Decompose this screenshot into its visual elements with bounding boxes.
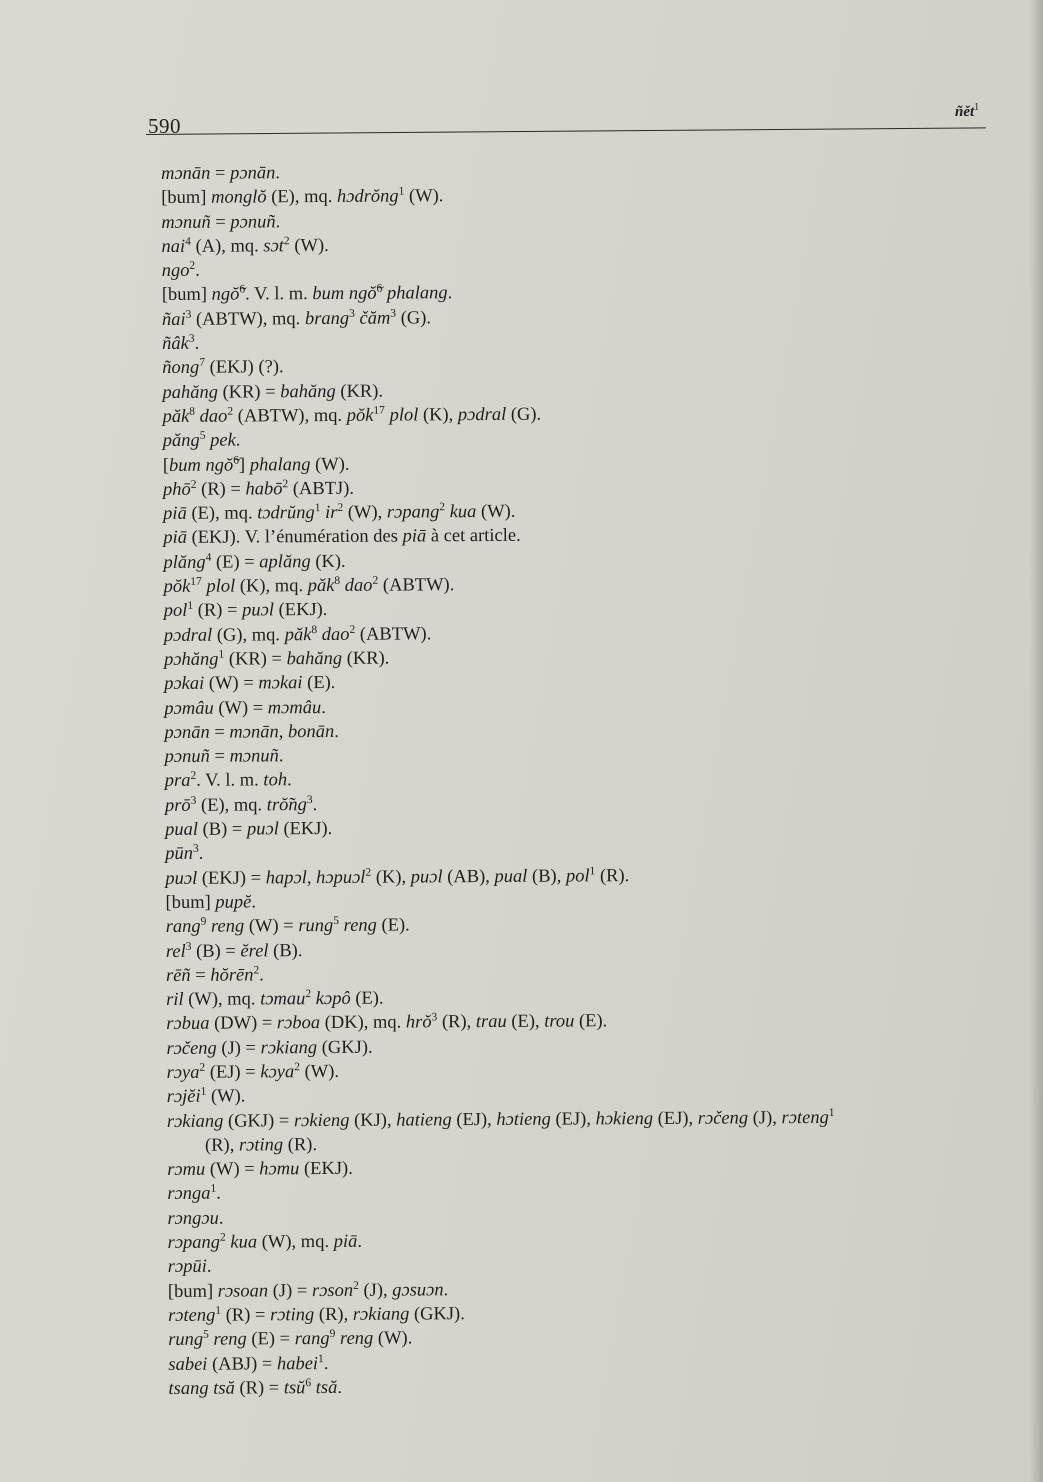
entry-text: = (190, 965, 211, 986)
headword-italic: mɔnān (229, 722, 279, 743)
homonym-superscript: 6 (233, 454, 240, 467)
entry-text: (B) = (191, 941, 241, 962)
headword-italic: rēñ (165, 965, 191, 986)
headword-italic: puɔl (165, 868, 198, 889)
running-head (955, 102, 979, 121)
headword-italic: plol (206, 576, 236, 597)
entry-text: (EKJ) = (197, 867, 266, 889)
headword-italic: phalang (249, 454, 311, 476)
headword-italic: pŏk (346, 405, 374, 426)
entry-text: (W), (343, 502, 387, 524)
headword-italic: mɔnuñ (229, 746, 279, 767)
entry-text: (W) = (205, 1159, 260, 1180)
entry-text: (KR). (335, 381, 384, 402)
header-rule (146, 127, 986, 135)
headword-italic: rɔboa (276, 1013, 321, 1034)
entry-text: [bum] (165, 892, 216, 913)
homonym-superscript: 2 (282, 478, 289, 491)
entry-text: (R) = (234, 1378, 284, 1399)
entry-text: (R) = (193, 600, 243, 622)
headword-italic: sɔt (263, 236, 284, 257)
entry-text: (E). (574, 1011, 608, 1032)
homonym-superscript: 2 (283, 235, 290, 248)
entry-text: . (235, 430, 241, 451)
entry-text: (W). (310, 454, 350, 475)
headword-italic: hrŏ (405, 1012, 432, 1033)
entry-text: (KJ), (349, 1110, 397, 1131)
headword-italic: tɔmau (260, 989, 306, 1010)
homonym-superscript: 2 (219, 1231, 226, 1244)
headword-italic: sabei (168, 1354, 208, 1375)
headword-italic: pek (210, 430, 236, 451)
headword-italic: rɔteng (781, 1107, 829, 1128)
headword-italic: pual (494, 866, 528, 887)
entry-text: . (206, 1257, 212, 1278)
entry-text: (K), (418, 405, 458, 426)
homonym-superscript: 5 (203, 1328, 209, 1342)
headword-italic: bahăng (280, 381, 336, 402)
homonym-superscript: 8 (334, 574, 341, 587)
headword-italic: trau (475, 1012, 507, 1033)
homonym-superscript: 17 (373, 404, 385, 417)
homonym-superscript: 3 (306, 793, 313, 806)
entry-text: (W). (289, 235, 329, 257)
homonym-superscript: 2 (253, 964, 260, 977)
headword-italic: pŏk (163, 576, 191, 598)
headword-italic: toh (263, 770, 288, 791)
entry-text: (DK), mq. (320, 1012, 406, 1034)
homonym-superscript: 2 (372, 574, 379, 587)
headword-italic: păng (162, 431, 200, 452)
entry-text: . V. l. m. (196, 770, 264, 792)
headword-italic: păk (307, 575, 335, 597)
entry-text: . (286, 770, 292, 791)
headword-italic: plol (389, 405, 419, 426)
headword-italic: dao (199, 406, 228, 427)
entry-text: (KR) = (224, 649, 287, 670)
homonym-superscript: 1 (187, 600, 194, 613)
entry-text: (E), mq. (266, 187, 338, 208)
homonym-superscript: 2 (305, 988, 312, 1001)
entry-text: (B), (527, 866, 566, 887)
headword-italic: rɔčeng (697, 1108, 749, 1129)
entry-text: . (357, 1231, 363, 1252)
entry-text: . (323, 1353, 329, 1374)
headword-italic: ril (166, 989, 184, 1011)
headword-italic: pɔdral (163, 625, 213, 646)
entry-text: (W). (299, 1061, 340, 1083)
homonym-superscript: 8 (189, 405, 196, 418)
headword-italic: ngŏ̃ (211, 285, 240, 306)
entry-text: (J), (748, 1107, 782, 1129)
headword-italic: ñong (162, 358, 200, 379)
headword-italic: gɔsuɔn (392, 1279, 444, 1301)
homonym-superscript: 5 (333, 915, 340, 928)
entry-text: (EKJ) (?). (204, 357, 284, 379)
entry-text: (B). (268, 940, 303, 961)
homonym-superscript: 2 (199, 1061, 206, 1074)
entry-text: . (312, 794, 318, 815)
headword-italic: phō (162, 479, 191, 500)
headword-italic: hɔmu (259, 1159, 300, 1180)
homonym-superscript: 9 (200, 915, 207, 928)
entry-text: (ABTW), mq. (191, 308, 305, 330)
entry-text: [bum] (161, 187, 212, 209)
homonym-superscript: 1 (218, 648, 225, 661)
headword-italic: rɔting (269, 1305, 315, 1326)
headword-italic: dao (321, 624, 350, 645)
homonym-superscript: 9 (329, 1328, 336, 1341)
entry-text: . (321, 697, 326, 718)
entry-text: (R), (314, 1304, 353, 1326)
homonym-superscript: 6 (239, 283, 246, 297)
headword-italic: reng (213, 1329, 247, 1350)
entry-text: (K), (371, 867, 411, 888)
entry-text: (E). (302, 673, 336, 694)
headword-italic: kɔpô (315, 988, 351, 1010)
headword-italic: rɔpang (167, 1232, 221, 1254)
headword-italic: pɔnān (230, 163, 276, 184)
headword-italic: rɔbua (166, 1014, 210, 1035)
headword-italic: rel (165, 941, 186, 962)
entry-text: (ABTJ). (288, 478, 355, 500)
entry-text: [bum] (167, 1281, 218, 1302)
entry-text: (W) = (213, 697, 268, 719)
headword-italic: phalang (386, 283, 448, 305)
entry-text: = (209, 746, 230, 767)
entry-text: (EJ), (451, 1109, 497, 1130)
entry-text: (E) = (246, 1329, 295, 1350)
homonym-superscript: 2 (227, 405, 234, 418)
headword-italic: rɔpūi (167, 1257, 207, 1278)
homonym-superscript: 2 (353, 1279, 359, 1292)
entry-text: . (194, 333, 200, 354)
headword-italic: reng (343, 915, 377, 937)
entry-text: = (210, 163, 231, 184)
entry-text: (EKJ). (278, 818, 333, 840)
homonym-superscript: 2 (349, 623, 356, 636)
headword-italic: puɔl (410, 866, 443, 888)
headword-italic: piā (402, 526, 427, 547)
headword-italic: monglŏ (211, 187, 267, 208)
headword-italic: pra (164, 771, 191, 792)
homonym-superscript: 1 (589, 864, 596, 878)
headword-italic: rɔngɔu (167, 1208, 219, 1229)
entry-text: (W). (404, 186, 444, 207)
homonym-superscript: 4 (205, 551, 212, 564)
headword-italic: nai (161, 236, 186, 257)
entry-text: [bum] (161, 285, 212, 306)
headword-italic: aplăng (259, 551, 311, 573)
entry-text: . (334, 721, 339, 742)
headword-italic: trŏ̃ng (266, 794, 307, 816)
entry-text: (GKJ). (317, 1037, 373, 1058)
headword-italic: pɔdral (457, 404, 507, 426)
homonym-superscript: 6 (376, 283, 383, 296)
entry-text: (E), mq. (196, 795, 267, 816)
entry-text: . (195, 260, 200, 281)
entry-text: (R), (204, 1135, 239, 1156)
headword-italic: hɔtieng (496, 1109, 551, 1130)
homonym-superscript: 1 (215, 1304, 222, 1317)
entry-text: (R) = (196, 479, 246, 500)
headword-italic: pol (565, 866, 590, 887)
entry-text: (GKJ). (409, 1304, 465, 1325)
headword-italic: păk (162, 406, 190, 427)
headword-italic: tsă (315, 1377, 338, 1398)
headword-italic: ñâk (162, 333, 189, 355)
entry-text: . (275, 163, 280, 184)
entry-text: (G), mq. (212, 624, 285, 646)
entry-text: (J) = (268, 1280, 313, 1302)
headword-italic: mɔnuñ (161, 212, 211, 233)
headword-italic: păk (284, 624, 312, 645)
entry-text: (ABJ) = (207, 1353, 277, 1375)
headword-italic: ñai (161, 309, 186, 330)
headword-italic: mɔmâu (267, 697, 322, 718)
homonym-superscript: 4 (185, 235, 191, 248)
entry-text: (E), (506, 1012, 545, 1033)
homonym-superscript: 1 (317, 1352, 324, 1365)
headword-italic: hŏrēn (210, 965, 254, 986)
entry-text: (E). (376, 915, 410, 936)
running-head-word: ñět (955, 104, 975, 120)
entry-text: ] (238, 455, 250, 476)
headword-italic: mɔnān (161, 163, 211, 184)
homonym-superscript: 7 (199, 357, 206, 370)
homonym-superscript: 2 (439, 501, 446, 514)
headword-italic: pahăng (162, 382, 218, 403)
headword-italic: piā (163, 528, 188, 549)
headword-italic: pɔnuñ (164, 746, 210, 768)
entry-text: . (216, 1184, 221, 1205)
entry-text: (G). (506, 404, 542, 425)
entry-text: (AB), (442, 866, 495, 887)
entry-text: = (209, 722, 230, 743)
homonym-superscript: 6 (305, 1376, 312, 1389)
headword-italic: rɔkiang (260, 1037, 318, 1059)
headword-italic: rang (294, 1329, 330, 1350)
headword-italic: pūn (165, 844, 194, 865)
entry-text: (EKJ). (273, 600, 328, 621)
running-head-superscript: 1 (974, 102, 980, 113)
headword-italic: pol (163, 601, 188, 622)
headword-italic: puɔl (242, 600, 275, 621)
entry-text: (E), mq. (186, 503, 258, 525)
headword-italic: trou (544, 1011, 575, 1033)
entry-text: (W) = (244, 916, 299, 937)
homonym-superscript: 17 (190, 575, 202, 588)
dictionary-entry (168, 1372, 1028, 1402)
entry-text: [ (162, 455, 170, 476)
entry-text: (EJ), (653, 1108, 698, 1129)
headword-italic: tsang tsă (168, 1378, 235, 1399)
entry-text: (KR). (342, 648, 390, 669)
entry-text: (K). (310, 551, 346, 572)
entry-text: (EJ) = (205, 1062, 261, 1083)
headword-italic: pɔhăng (163, 649, 219, 670)
headword-italic: rɔya (166, 1062, 200, 1083)
headword-italic: hapɔl, hɔpuɔl (265, 867, 366, 888)
entry-text: (W). (373, 1328, 413, 1349)
headword-italic: tsŭ (283, 1377, 306, 1399)
entry-text: (E) = (211, 552, 260, 573)
headword-italic: habei (276, 1353, 319, 1374)
headword-italic: pɔmâu (164, 698, 214, 719)
headword-italic: pupĕ (215, 892, 252, 913)
entry-text: (EJ), (550, 1108, 596, 1130)
entry-text: . (198, 844, 204, 865)
headword-italic: rɔmu (167, 1159, 206, 1181)
entry-text: . (275, 211, 281, 232)
homonym-superscript: 1 (828, 1106, 835, 1119)
entry-text: (EKJ). (299, 1159, 353, 1180)
headword-italic: rɔkieng (293, 1110, 350, 1131)
headword-italic: rang (165, 916, 201, 938)
entry-text: (E). (350, 988, 384, 1009)
homonym-superscript: 3 (185, 940, 192, 953)
entry-text: (W), mq. (183, 989, 261, 1010)
homonym-superscript: 1 (314, 502, 321, 515)
dictionary-entries (161, 157, 1029, 1401)
entry-text: (R). (595, 865, 630, 886)
homonym-superscript: 2 (294, 1061, 300, 1074)
entry-text: (J), (358, 1280, 393, 1301)
entry-text: . (259, 965, 264, 986)
headword-italic: pɔnuñ (230, 211, 276, 233)
entry-text: (ABTW). (355, 623, 432, 645)
headword-italic: rɔson (311, 1280, 354, 1301)
headword-italic: habō (245, 479, 283, 500)
headword-italic: hɔdrŏng (336, 186, 399, 208)
homonym-superscript: 1 (398, 185, 405, 198)
entry-text: (ABTW). (378, 575, 455, 596)
entry-text: (G). (396, 308, 432, 329)
entry-text: (K), mq. (235, 576, 308, 597)
headword-italic: rɔting (238, 1135, 284, 1156)
homonym-superscript: 2 (190, 478, 197, 491)
headword-italic: rung (168, 1330, 204, 1351)
homonym-superscript: 2 (190, 770, 197, 783)
headword-italic: čăm (359, 308, 391, 329)
entry-text: (EKJ). V. l’énumération des (186, 526, 403, 549)
headword-italic: bum ngŏ̃ (312, 284, 377, 305)
entry-text: . (218, 1208, 224, 1229)
headword-italic: rɔsoan (217, 1281, 269, 1302)
headword-italic: piā (333, 1231, 358, 1253)
headword-italic: pɔnān (164, 722, 210, 743)
entry-text: à cet article. (426, 526, 521, 547)
headword-italic: ngo (161, 261, 190, 282)
headword-italic: rɔčeng (166, 1038, 217, 1059)
entry-text: (DW) = (209, 1013, 277, 1035)
headword-italic: rɔkiang (352, 1304, 410, 1325)
entry-text: (J) = (216, 1038, 261, 1059)
headword-italic: kɔya (260, 1062, 295, 1083)
headword-italic: bum ngŏ̃ (168, 455, 234, 476)
headword-italic: reng (339, 1328, 374, 1350)
headword-italic: bahăng (286, 648, 343, 670)
homonym-superscript: 3 (390, 307, 397, 320)
homonym-superscript: 1 (210, 1183, 217, 1196)
headword-italic: bonān (287, 721, 335, 743)
entry-text: (R), (437, 1012, 476, 1033)
page-edge-shadow (1029, 0, 1043, 1482)
entry-text: (ABTW), mq. (233, 405, 347, 427)
homonym-superscript: 3 (431, 1011, 438, 1024)
headword-italic: pɔkai (164, 673, 205, 695)
entry-text: (B) = (197, 819, 248, 840)
headword-italic: kua (230, 1232, 258, 1253)
headword-italic: hatieng (396, 1109, 452, 1131)
homonym-superscript: 3 (192, 843, 199, 856)
homonym-superscript: 8 (311, 623, 318, 636)
homonym-superscript: 2 (337, 502, 344, 515)
headword-italic: piā (163, 504, 187, 525)
entry-text: . (337, 1377, 343, 1398)
entry-text: (R) = (221, 1305, 271, 1326)
entry-text: (W). (476, 501, 516, 523)
headword-italic: rung (298, 916, 334, 937)
entry-text: . (447, 283, 453, 304)
page-number: 590 (148, 114, 181, 138)
headword-italic: rɔkiang (166, 1111, 224, 1132)
entry-text: (A), mq. (190, 236, 264, 257)
headword-italic: puɔl (246, 819, 279, 840)
entry-text: . V. l. m. (245, 284, 313, 305)
headword-italic: rɔnga (167, 1184, 211, 1205)
entry-text: (W). (206, 1086, 246, 1108)
headword-italic: tɔdrŭng (257, 503, 315, 524)
entry-text: . (278, 746, 284, 767)
entry-text: (KR) = (217, 381, 281, 403)
headword-italic: rɔpang (386, 502, 440, 523)
entry-text: (GKJ) = (223, 1110, 294, 1132)
homonym-superscript: 3 (349, 307, 355, 320)
headword-italic: prō (164, 795, 191, 816)
entry-text: (R). (283, 1134, 318, 1156)
headword-italic: pual (165, 819, 199, 841)
headword-italic: rɔteng (167, 1305, 216, 1326)
entry-text: , (278, 722, 289, 743)
headword-italic: hɔkieng (595, 1108, 654, 1129)
headword-italic: rɔjĕi (166, 1087, 201, 1108)
homonym-superscript: 3 (185, 308, 192, 321)
entry-text: (W) = (204, 673, 259, 694)
headword-italic: mɔkai (258, 673, 303, 694)
headword-italic: kua (449, 502, 477, 523)
entry-text: = (210, 212, 231, 233)
entry-text: . (443, 1279, 449, 1300)
homonym-superscript: 1 (200, 1086, 207, 1099)
homonym-superscript: 5 (199, 429, 206, 443)
homonym-superscript: 2 (365, 866, 372, 879)
entry-text: (W), mq. (257, 1232, 334, 1253)
headword-italic: brang (304, 308, 350, 329)
homonym-superscript: 3 (188, 332, 195, 345)
headword-italic: ir (325, 503, 338, 524)
homonym-superscript: 2 (189, 259, 196, 273)
headword-italic: plăng (163, 552, 206, 573)
entry-text: . (251, 892, 257, 913)
homonym-superscript: 3 (190, 794, 197, 807)
headword-italic: reng (210, 916, 245, 937)
headword-italic: ĕrel (240, 940, 269, 962)
headword-italic: dao (344, 575, 373, 596)
